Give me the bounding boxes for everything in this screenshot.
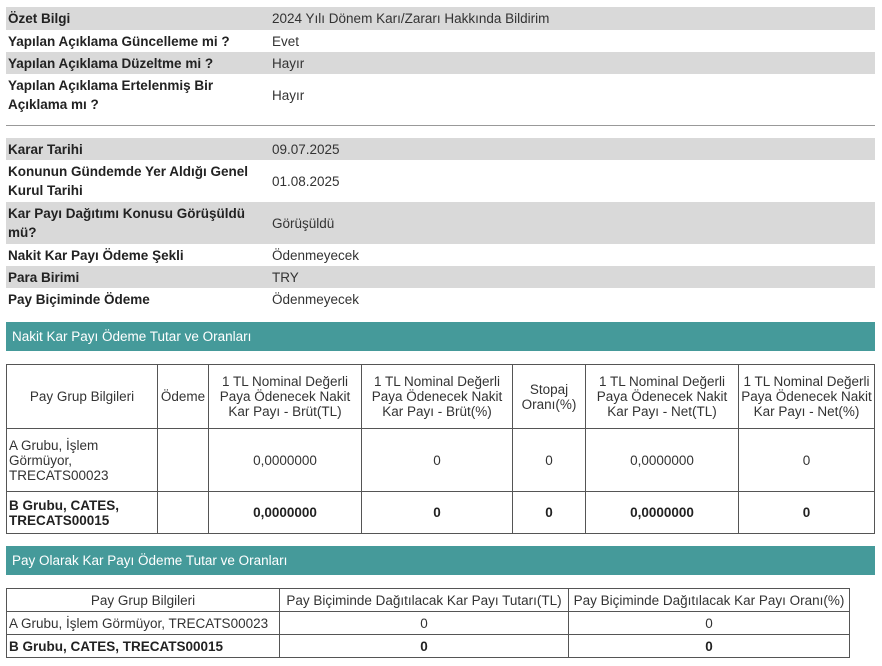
field-label: Yapılan Açıklama Düzeltme mi ? (6, 52, 268, 74)
column-header: 1 TL Nominal Değerli Paya Ödenecek Nakit Kar Payı - Net(TL) (586, 365, 739, 429)
field-value: Hayır (268, 52, 875, 74)
detail-row (6, 266, 875, 288)
section-header-share: Pay Olarak Kar Payı Ödeme Tutar ve Oranları (6, 546, 875, 575)
field-label: Konunun Gündemde Yer Aldığı Genel Kurul Tarihi (8, 164, 249, 198)
detail-row (6, 244, 875, 266)
payment-cell (158, 429, 209, 492)
section-header-cash: Nakit Kar Payı Ödeme Tutar ve Oranları (6, 322, 875, 351)
detail-row (6, 288, 875, 310)
column-header: Pay Grup Bilgileri (7, 589, 280, 612)
group-cell: B Grubu, CATES, TRECATS00015 (7, 635, 280, 658)
field-label: Özet Bilgi (6, 7, 268, 30)
gross-tl-cell: 0,0000000 (209, 429, 362, 492)
summary-row (6, 74, 875, 116)
column-header: 1 TL Nominal Değerli Paya Ödenecek Nakit Kar Payı - Brüt(TL) (209, 365, 362, 429)
gross-pct-cell: 0 (362, 429, 513, 492)
field-label: Para Birimi (6, 266, 268, 288)
field-label: Karar Tarihi (6, 138, 268, 160)
withholding-cell: 0 (513, 492, 586, 534)
payment-cell (158, 492, 209, 534)
amount-cell: 0 (280, 612, 569, 635)
summary-table (6, 7, 875, 116)
column-header: 1 TL Nominal Değerli Paya Ödenecek Nakit Kar Payı - Net(%) (739, 365, 875, 429)
group-cell: A Grubu, İşlem Görmüyor, TRECATS00023 (7, 429, 158, 492)
detail-row (6, 138, 875, 160)
column-header: Pay Biçiminde Dağıtılacak Kar Payı Tutarı(TL) (280, 589, 569, 612)
table-row (7, 612, 850, 635)
divider (6, 125, 875, 126)
table-row (7, 635, 850, 658)
summary-row (6, 30, 875, 52)
rate-cell: 0 (569, 612, 850, 635)
table-row (7, 492, 875, 534)
field-label: Pay Biçiminde Ödeme (8, 291, 150, 307)
column-header: Stopaj Oranı(%) (513, 365, 586, 429)
amount-cell: 0 (280, 635, 569, 658)
column-header: Pay Grup Bilgileri (7, 365, 158, 429)
gross-pct-cell: 0 (362, 492, 513, 534)
withholding-cell: 0 (513, 429, 586, 492)
table-row (7, 429, 875, 492)
field-value: 09.07.2025 (268, 138, 875, 160)
rate-cell: 0 (569, 635, 850, 658)
detail-row (6, 202, 875, 244)
details-table (6, 138, 875, 310)
field-value: Görüşüldü (268, 202, 875, 244)
field-label: Yapılan Açıklama Güncelleme mi ? (8, 33, 230, 49)
share-dividend-table (6, 588, 850, 658)
summary-row (6, 7, 875, 30)
group-cell: A Grubu, İşlem Görmüyor, TRECATS00023 (7, 612, 280, 635)
table-header-row (7, 365, 875, 429)
detail-row (6, 160, 875, 202)
column-header: 1 TL Nominal Değerli Paya Ödenecek Nakit Kar Payı - Brüt(%) (362, 365, 513, 429)
net-pct-cell: 0 (739, 492, 875, 534)
field-label: Kar Payı Dağıtımı Konusu Görüşüldü mü? (6, 202, 268, 244)
field-value: 01.08.2025 (272, 173, 340, 189)
table-header-row (7, 589, 850, 612)
field-value: TRY (268, 266, 875, 288)
field-value: Hayır (272, 87, 305, 103)
column-header: Pay Biçiminde Dağıtılacak Kar Payı Oranı(%) (569, 589, 850, 612)
net-pct-cell: 0 (739, 429, 875, 492)
group-cell: B Grubu, CATES, TRECATS00015 (7, 492, 158, 534)
field-label: Yapılan Açıklama Ertelenmiş Bir Açıklama mı ? (8, 78, 214, 112)
gross-tl-cell: 0,0000000 (209, 492, 362, 534)
field-value: Ödenmeyecek (272, 291, 360, 307)
field-value: Ödenmeyecek (272, 247, 360, 263)
field-value: Evet (272, 33, 300, 49)
cash-dividend-table (6, 364, 875, 534)
field-value: 2024 Yılı Dönem Karı/Zararı Hakkında Bildirim (268, 7, 875, 30)
net-tl-cell: 0,0000000 (586, 492, 739, 534)
summary-row (6, 52, 875, 74)
field-label: Nakit Kar Payı Ödeme Şekli (8, 247, 184, 263)
column-header: Ödeme (158, 365, 209, 429)
net-tl-cell: 0,0000000 (586, 429, 739, 492)
